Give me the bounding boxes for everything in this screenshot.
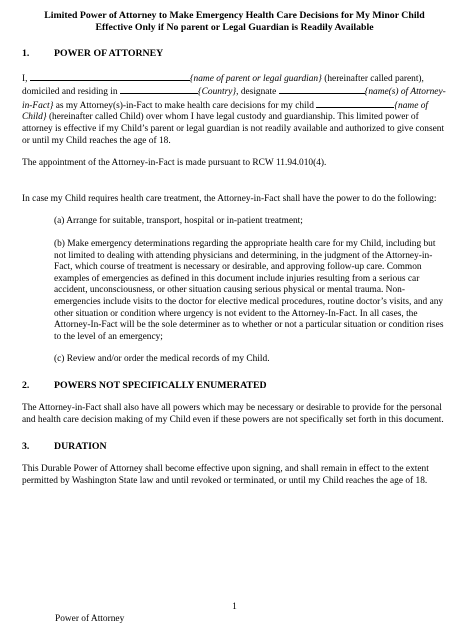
page-number: 1 [232,602,237,612]
attorney-name-blank[interactable] [279,85,365,94]
parent-name-blank[interactable] [30,72,190,81]
power-item-b: (b) Make emergency determinations regarding the appropriate health care for my Child, including but not limited to dealing with attending physicians and determining, in the judgment of the Attorney-in-Fact, which course of treatment is necessary or desirable, and approving follow-up care. Common examples of emergencies as defined in this document include injuries resulting from a serious car accident, unconsciousness, or other situation causing serious physical or mental trauma. Non-emergencies include visits to the doctor for elective medical procedures, routine doctor’s visits, and any other situation or condition where urgency is not evident to the Attorney-In-Fact. In all cases, the Attorney-In-Fact will be the sole determiner as to whether or not a particular situation or condition rises to the level of an emergency; [54,238,444,342]
country-field-label: {Country} [197,87,237,98]
text: (hereinafter called Child) over whom I have legal custody and guardianship. This limited power of attorney is effective if my Child’s parent or legal guardian is not readily available and authorized to give consent or until my Child reaches the age of 18. [22,112,445,146]
document-title-line2: Effective Only if No parent or Legal Guardian is Readily Available [95,22,374,33]
section-title: POWERS NOT SPECIFICALLY ENUMERATED [54,379,267,391]
powers-intro-paragraph: In case my Child requires health care treatment, the Attorney-in-Fact shall have the power to do the following: [22,193,437,204]
section-2-heading [22,380,447,392]
parent-name-field-label: {name of parent or legal guardian} [189,73,322,84]
duration-paragraph: This Durable Power of Attorney shall become effective upon signing, and shall remain in effect to the extent permitted by Washington State law and until revoked or terminated, or until my Child reaches the age of 18. [22,464,429,486]
power-item-a: (a) Arrange for suitable, transport, hospital or in-patient treatment; [54,216,303,227]
section-3-heading [22,441,447,453]
appointment-paragraph [22,72,447,148]
section-number: 1. [22,48,30,59]
child-name-blank[interactable] [316,99,394,108]
power-item-c: (c) Review and/or order the medical records of my Child. [54,354,270,365]
text: , designate [236,87,279,98]
child-name-field-label: {name of Child} [22,100,428,123]
text: (hereinafter called parent), domiciled and residing in [22,73,424,98]
document-title-line1: Limited Power of Attorney to Make Emergency Health Care Decisions for My Minor Child [44,10,425,21]
section-title: POWER OF ATTORNEY [54,48,164,59]
text: I, [22,73,30,84]
text: as my Attorney(s)-in-Fact to make health care decisions for my child [53,100,317,111]
rcw-paragraph: The appointment of the Attorney-in-Fact is made pursuant to RCW 11.94.010(4). [22,158,327,169]
section-number: 3. [22,440,30,452]
attorney-name-field-label: {name(s) of Attorney-in-Fact} [22,87,446,111]
section-number: 2. [22,379,30,391]
footer-label: Power of Attorney [55,614,125,624]
country-blank[interactable] [120,85,198,94]
section-title: DURATION [54,440,107,452]
powers-not-enumerated-paragraph: The Attorney-in-Fact shall also have all powers which may be necessary or desirable to provide for the personal and health care decision making of my Child even if these powers are not specifically set forth in this document. [22,403,444,426]
section-1-heading [22,48,447,60]
